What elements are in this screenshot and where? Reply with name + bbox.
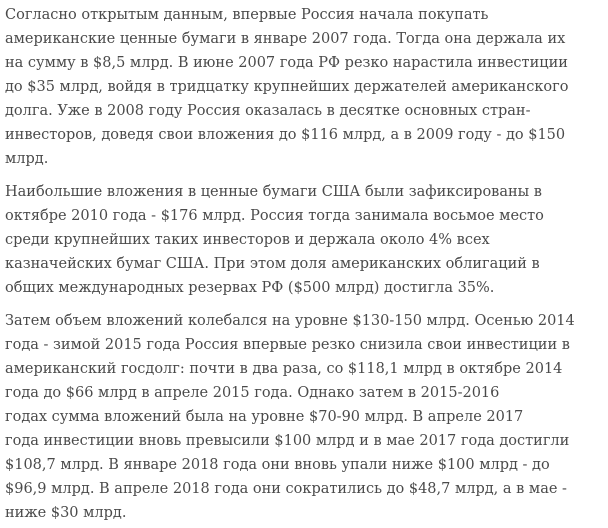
text-line: американские ценные бумаги в январе 2007 года. Тогда она держала их (5, 31, 566, 47)
text-line: инвесторов, доведя свои вложения до $116 млрд, а в 2009 году - до $150 (5, 127, 566, 143)
text-line: общих международных резервах РФ ($500 млрд) достигла 35%. (5, 280, 495, 296)
text-line: американский госдолг: почти в два раза, со $118,1 млрд в октябре 2014 (5, 361, 563, 377)
text-line: Наибольшие вложения в ценные бумаги США были зафиксированы в (5, 184, 542, 200)
text-line: на сумму в $8,5 млрд. В июне 2007 года РФ резко нарастила инвестиции (5, 55, 568, 71)
paragraph-1 (5, 3, 608, 171)
text-line: Согласно открытым данным, впервые Россия начала покупать (5, 7, 489, 23)
text-line: казначейских бумаг США. При этом доля американских облигаций в (5, 256, 540, 272)
text-line: ниже $30 млрд. (5, 505, 127, 521)
paragraph-2 (5, 180, 608, 300)
text-line: $108,7 млрд. В январе 2018 года они вновь упали ниже $100 млрд - до (5, 457, 550, 473)
paragraph-3 (5, 309, 608, 525)
text-line: года до $66 млрд в апреле 2015 года. Однако затем в 2015-2016 (5, 385, 500, 401)
text-line: Затем объем вложений колебался на уровне $130-150 млрд. Осенью 2014 (5, 313, 575, 329)
text-line: года - зимой 2015 года Россия впервые резко снизила свои инвестиции в (5, 337, 570, 353)
text-line: долга. Уже в 2008 году Россия оказалась в десятке основных стран- (5, 103, 531, 119)
text-line: млрд. (5, 151, 49, 167)
text-line: годах сумма вложений была на уровне $70-90 млрд. В апреле 2017 (5, 409, 524, 425)
text-line: октябре 2010 года - $176 млрд. Россия тогда занимала восьмое место (5, 208, 544, 224)
text-line: до $35 млрд, войдя в тридцатку крупнейших держателей американского (5, 79, 569, 95)
text-line: $96,9 млрд. В апреле 2018 года они сократились до $48,7 млрд, а в мае - (5, 481, 567, 497)
text-line: года инвестиции вновь превысили $100 млрд и в мае 2017 года достигли (5, 433, 570, 449)
text-line: среди крупнейших таких инвесторов и держала около 4% всех (5, 232, 490, 248)
